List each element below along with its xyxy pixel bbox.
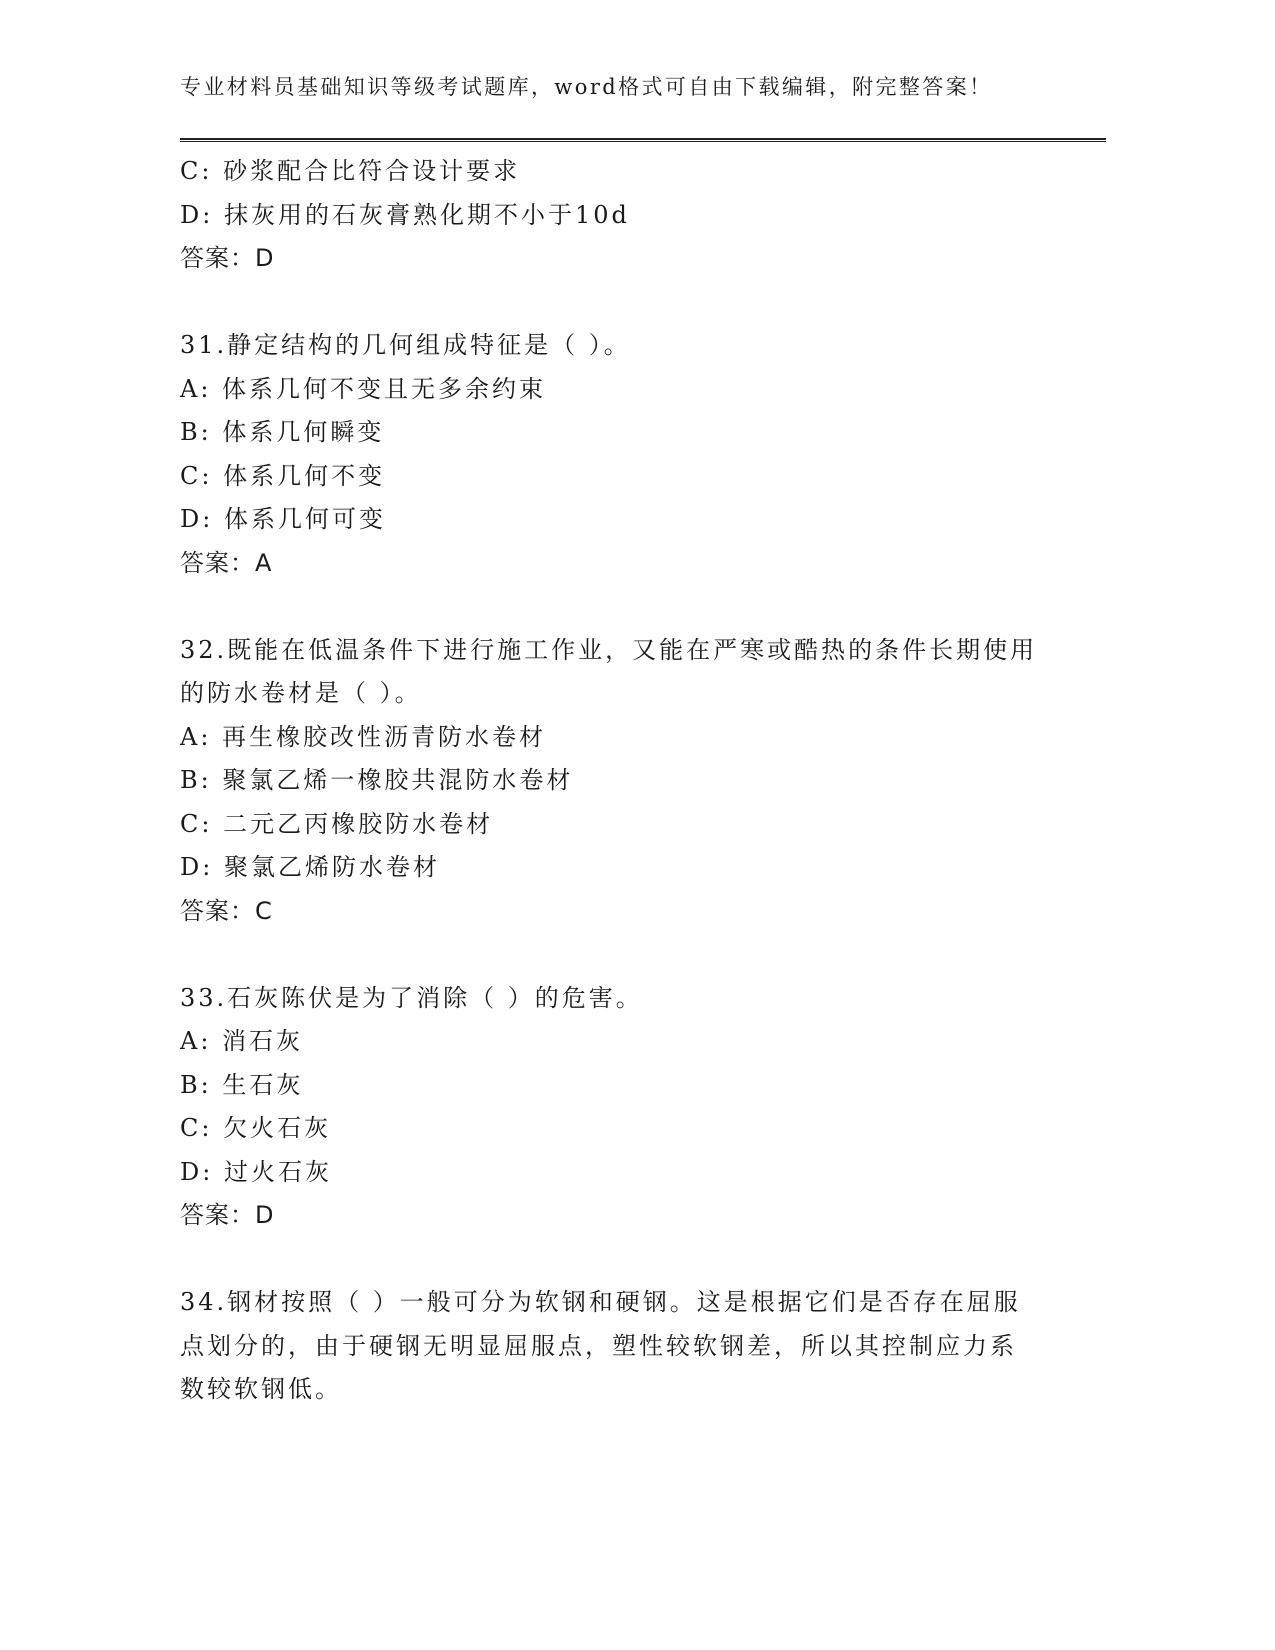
answer-line: 答案：D <box>180 244 275 272</box>
question-stem: 33.石灰陈伏是为了消除（ ）的危害。 <box>180 983 643 1012</box>
spacer <box>180 281 1040 325</box>
question-32 <box>180 629 1040 934</box>
question-33 <box>180 977 1040 1238</box>
option-d: D: 聚氯乙烯防水卷材 <box>180 853 440 881</box>
option-d: D: 过火石灰 <box>180 1157 332 1186</box>
option-b: B: 生石灰 <box>180 1070 304 1099</box>
question-stem: 31.静定结构的几何组成特征是（ ）。 <box>180 331 631 359</box>
option-a: A: 体系几何不变且无多余约束 <box>180 374 547 403</box>
question-34 <box>180 1281 1040 1412</box>
document-body <box>180 150 1040 1412</box>
option-b: B: 聚氯乙烯一橡胶共混防水卷材 <box>180 766 574 794</box>
answer-line: 答案：D <box>180 1201 275 1229</box>
question-stem: 32.既能在低温条件下进行施工作业，又能在严寒或酷热的条件长期使用的防水卷材是（ ）。 <box>180 635 1038 707</box>
answer-line: 答案：A <box>180 548 273 577</box>
option-c: C: 砂浆配合比符合设计要求 <box>180 157 521 185</box>
spacer <box>180 1238 1040 1282</box>
option-c: C: 体系几何不变 <box>180 461 386 490</box>
spacer <box>180 933 1040 977</box>
option-b: B: 体系几何瞬变 <box>180 418 385 446</box>
option-d: D: 抹灰用的石灰膏熟化期不小于10d <box>180 200 630 229</box>
question-stem: 34.钢材按照（ ）一般可分为软钢和硬钢。这是根据它们是否存在屈服点划分的，由于硬钢无明显屈服点，塑性较软钢差，所以其控制应力系数较软钢低。 <box>180 1288 1021 1403</box>
answer-line: 答案：C <box>180 896 273 925</box>
option-c: C: 欠火石灰 <box>180 1114 332 1142</box>
option-d: D: 体系几何可变 <box>180 505 386 533</box>
question-31 <box>180 324 1040 585</box>
spacer <box>180 585 1040 629</box>
header-divider <box>180 138 1106 142</box>
page-header: 专业材料员基础知识等级考试题库，word格式可自由下载编辑，附完整答案！ <box>180 75 993 99</box>
option-c: C: 二元乙丙橡胶防水卷材 <box>180 809 494 838</box>
option-a: A: 再生橡胶改性沥青防水卷材 <box>180 722 547 751</box>
option-a: A: 消石灰 <box>180 1027 304 1055</box>
